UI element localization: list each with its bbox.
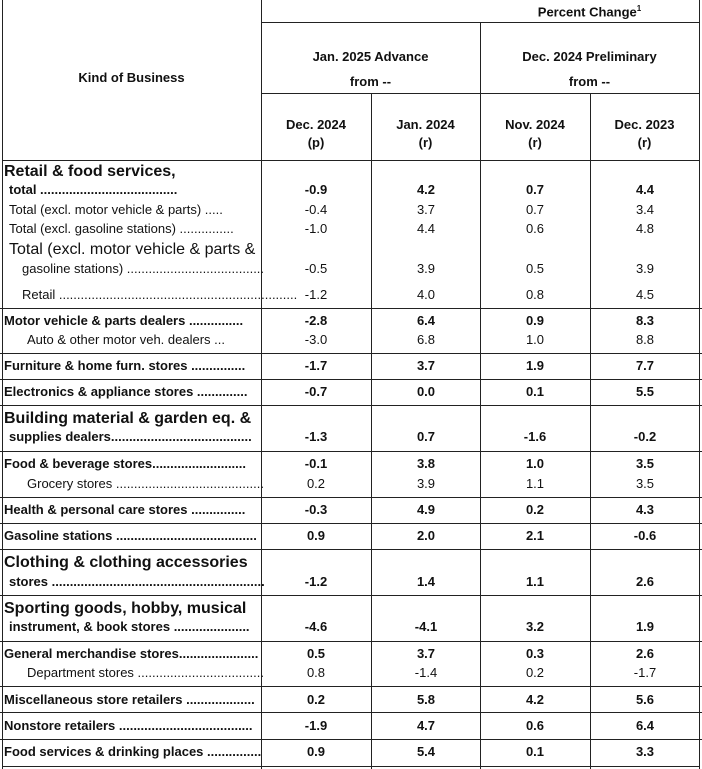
row-separator	[0, 686, 702, 687]
col2-heading-line2: (r)	[418, 135, 433, 150]
cell-col1: 0.5	[306, 646, 326, 661]
cell-col4: 4.5	[635, 287, 655, 302]
cell-col2: 2.0	[416, 528, 436, 543]
cell-col2: 0.7	[416, 429, 436, 444]
cell-col2: 1.4	[416, 574, 436, 589]
row-separator	[0, 739, 702, 740]
cell-col1: -0.9	[304, 182, 328, 197]
col4-heading-line2: (r)	[637, 135, 652, 150]
row-label: Electronics & appliance stores ..............	[4, 384, 248, 399]
cell-col4: 8.3	[635, 313, 655, 328]
row-label: General merchandise stores......................	[4, 646, 259, 661]
cell-col3: 1.1	[525, 574, 545, 589]
row-separator	[0, 641, 702, 642]
cell-col3: 0.9	[525, 313, 545, 328]
cell-col2: 5.8	[416, 692, 436, 707]
row-separator	[0, 497, 702, 498]
row-label: Miscellaneous store retailers ...................	[4, 692, 255, 707]
row-label: total ......................................	[9, 182, 178, 197]
cell-col1: -1.2	[304, 574, 328, 589]
row-label: Retail ..................................................................	[22, 287, 298, 302]
row-separator	[0, 712, 702, 713]
table-right-border	[699, 0, 700, 769]
col1-heading-line1: Dec. 2024	[286, 117, 346, 132]
header-line-2	[261, 93, 700, 94]
cell-col4: 7.7	[635, 358, 655, 373]
cell-col1: 0.9	[306, 528, 326, 543]
cell-col1: -0.7	[304, 384, 328, 399]
group1-heading-line1: Jan. 2025 Advance	[312, 49, 429, 64]
group2-heading-line1: Dec. 2024 Preliminary	[522, 49, 657, 64]
col-divider-3	[590, 93, 591, 769]
row-label: stores ...........................................................	[9, 574, 265, 589]
cell-col4: 3.4	[635, 202, 655, 217]
row-label: gasoline stations) ......................................	[22, 261, 265, 276]
cell-col4: 2.6	[635, 574, 655, 589]
cell-col1: -1.0	[304, 221, 328, 236]
cell-col4: 4.4	[635, 182, 655, 197]
cell-col2: 4.7	[416, 718, 436, 733]
header-line-1	[261, 22, 700, 23]
row-separator	[0, 353, 702, 354]
cell-col4: 3.9	[635, 261, 655, 276]
kind-of-business-heading: Kind of Business	[78, 70, 185, 85]
cell-col4: 3.3	[635, 744, 655, 759]
col-divider-1	[371, 93, 372, 769]
cell-col2: 6.8	[416, 332, 436, 347]
cell-col4: -0.6	[633, 528, 657, 543]
row-label: Grocery stores .........................................	[27, 476, 264, 491]
cell-col4: -0.2	[633, 429, 657, 444]
row-separator	[0, 523, 702, 524]
cell-col1: -0.1	[304, 456, 328, 471]
header-bottom-line	[2, 160, 700, 161]
cell-col2: 4.0	[416, 287, 436, 302]
row-separator	[0, 379, 702, 380]
cell-col4: 2.6	[635, 646, 655, 661]
cell-col2: -4.1	[414, 619, 438, 634]
cell-col3: 0.6	[525, 718, 545, 733]
col3-heading-line2: (r)	[528, 135, 542, 150]
cell-col2: 4.4	[416, 221, 436, 236]
cell-col2: 4.9	[416, 502, 436, 517]
row-label: instrument, & book stores .....................	[9, 619, 250, 634]
row-label: Health & personal care stores ...............	[4, 502, 246, 517]
cell-col2: -1.4	[414, 665, 438, 680]
cell-col3: 0.5	[525, 261, 545, 276]
row-pre-label: Building material & garden eq. &	[4, 410, 252, 427]
row-label: Total (excl. motor vehicle & parts) .....	[9, 202, 223, 217]
cell-col4: 1.9	[635, 619, 655, 634]
cell-col2: 3.7	[416, 202, 436, 217]
group2-heading-line2: from --	[568, 74, 611, 89]
cell-col4: 3.5	[635, 456, 655, 471]
group1-heading-line2: from --	[349, 74, 392, 89]
cell-col3: 0.2	[525, 502, 545, 517]
row-label: Total (excl. gasoline stations) ...............	[9, 221, 234, 236]
cell-col3: 1.0	[525, 332, 545, 347]
row-label: Gasoline stations .......................................	[4, 528, 257, 543]
cell-col4: -1.7	[633, 665, 657, 680]
cell-col4: 5.6	[635, 692, 655, 707]
cell-col1: -1.9	[304, 718, 328, 733]
cell-col4: 4.8	[635, 221, 655, 236]
cell-col3: 0.6	[525, 221, 545, 236]
cell-col2: 3.9	[416, 261, 436, 276]
row-label: Food services & drinking places ...............	[4, 744, 262, 759]
row-separator	[0, 405, 702, 406]
percent-change-heading	[480, 4, 699, 19]
cell-col2: 6.4	[416, 313, 436, 328]
row-separator	[0, 451, 702, 452]
cell-col1: -4.6	[304, 619, 328, 634]
cell-col1: -3.0	[304, 332, 328, 347]
cell-col2: 3.7	[416, 646, 436, 661]
col2-heading-line1: Jan. 2024	[396, 117, 455, 132]
cell-col3: 0.7	[525, 202, 545, 217]
cell-col3: 0.1	[525, 384, 545, 399]
cell-col1: 0.2	[306, 692, 326, 707]
cell-col3: 3.2	[525, 619, 545, 634]
cell-col4: 3.5	[635, 476, 655, 491]
cell-col1: 0.2	[306, 476, 326, 491]
cell-col1: -0.3	[304, 502, 328, 517]
cell-col1: -0.5	[304, 261, 328, 276]
col3-heading-line1: Nov. 2024	[505, 117, 565, 132]
cell-col2: 3.9	[416, 476, 436, 491]
cell-col3: 1.1	[525, 476, 545, 491]
cell-col2: 3.7	[416, 358, 436, 373]
cell-col3: 0.3	[525, 646, 545, 661]
footnote-mark: 1	[636, 4, 642, 13]
row-label: Furniture & home furn. stores ...............	[4, 358, 246, 373]
cell-col2: 5.4	[416, 744, 436, 759]
cell-col2: 3.8	[416, 456, 436, 471]
row-label: Motor vehicle & parts dealers ...............	[4, 313, 244, 328]
percent-change-text: Percent Change	[537, 4, 637, 20]
cell-col1: -1.2	[304, 287, 328, 302]
cell-col3: 4.2	[525, 692, 545, 707]
row-label: Food & beverage stores..........................	[4, 456, 247, 471]
row-separator	[0, 595, 702, 596]
cell-col3: 0.2	[525, 665, 545, 680]
cell-col3: 0.8	[525, 287, 545, 302]
row-pre-label: Sporting goods, hobby, musical	[4, 600, 247, 617]
label-column-divider	[261, 0, 262, 769]
cell-col1: 0.9	[306, 744, 326, 759]
table-bottom-line	[2, 766, 700, 767]
row-separator	[0, 549, 702, 550]
cell-col3: -1.6	[523, 429, 547, 444]
row-label: Department stores ...................................	[27, 665, 264, 680]
cell-col1: -1.7	[304, 358, 328, 373]
row-pre-label: Retail & food services,	[4, 163, 176, 180]
cell-col2: 4.2	[416, 182, 436, 197]
col1-heading-line2: (p)	[307, 135, 325, 150]
cell-col4: 6.4	[635, 718, 655, 733]
row-pre-label: Total (excl. motor vehicle & parts &	[9, 241, 256, 258]
cell-col4: 5.5	[635, 384, 655, 399]
cell-col4: 8.8	[635, 332, 655, 347]
cell-col3: 2.1	[525, 528, 545, 543]
cell-col3: 1.0	[525, 456, 545, 471]
cell-col2: 0.0	[416, 384, 436, 399]
cell-col3: 1.9	[525, 358, 545, 373]
row-separator	[0, 308, 702, 309]
cell-col1: 0.8	[306, 665, 326, 680]
table-left-border	[2, 0, 3, 769]
row-label: supplies dealers.......................................	[9, 429, 252, 444]
row-label: Nonstore retailers .....................................	[4, 718, 253, 733]
cell-col3: 0.1	[525, 744, 545, 759]
cell-col1: -0.4	[304, 202, 328, 217]
cell-col3: 0.7	[525, 182, 545, 197]
cell-col1: -2.8	[304, 313, 328, 328]
col4-heading-line1: Dec. 2023	[614, 117, 675, 132]
cell-col1: -1.3	[304, 429, 328, 444]
row-label: Auto & other motor veh. dealers ...	[27, 332, 225, 347]
cell-col4: 4.3	[635, 502, 655, 517]
row-pre-label: Clothing & clothing accessories	[4, 554, 248, 571]
